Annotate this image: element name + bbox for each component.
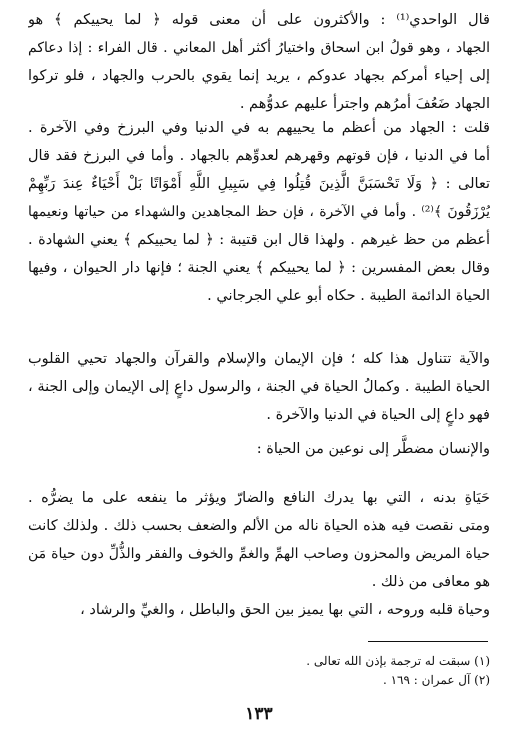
paragraph-jihad-benefits [28,114,490,310]
footnote-2: (٢) آل عمران : ١٦٩ . [382,673,490,687]
text-line: يُرْزَقُونَ ﴾⁽²⁾ . وأما في الآخرة ، فإن حظ المجاهدين والشهداء من حياتها ونعيمها [28,204,490,220]
footnote-1: (١) سبقت له ترجمة بإذن الله تعالى . [306,654,490,668]
text-line: حياة المريض والمحزون وصاحب الهمِّ والغمِّ والخوف والفقر والذُّلِّ دون حياة مَن [28,546,490,562]
text-line: أما في الدنيا ، فإن قوتهم وقهرهم لعدوِّهم بالجهاد . وأما في البرزخ فقد قال [28,148,490,164]
text-line: الجهاد ضَعُفَ أمرُهم واجترأ عليهم عدوُّهم . [239,96,490,112]
text-line: الحياة الدائمة الطيبة . حكاه أبو علي الجرجاني . [207,288,490,304]
text-line: حَيَاةِ بدنه ، التي بها يدرك النافع والضارّ ويؤثر ما ينفعه على ما يضرُّه . [28,490,490,506]
paragraph-heart-life [28,596,490,624]
text-line: فهو داعٍ إلى الحياة في الدنيا والآخرة . [266,407,490,423]
text-line: والآية تتناول هذا كله ؛ فإن الإيمان والإسلام والقرآن والجهاد تحيي القلوب [28,351,490,367]
paragraph-wahidi-quote [28,6,490,118]
page-number: ١٣٣ [245,704,273,724]
text-line: وقال بعض المفسرين : ﴿ لما يحييكم ﴾ يعني الجنة ؛ فإنها دار الحيوان ، وفيها [28,260,490,276]
paragraph-verse-scope [28,345,490,429]
text-line: الحياة الطيبة . وكمالُ الحياة في الجنة ، والرسول داعٍ إلى الإيمان وإلى الجنة ، [28,379,490,395]
quran-verse-line: تعالى : ﴿ وَلَا تَحْسَبَنَّ الَّذِينَ قُتِلُوا فِي سَبِيلِ اللَّهِ أَمْوَاتًا بَلْ أَحْيَاءٌ عِندَ رَبِّهِمْ [28,176,490,192]
text-line: وحياة قلبه وروحه ، التي بها يميز بين الحق والباطل ، والغيِّ والرشاد ، [80,602,490,618]
text-line: قال الواحدي⁽¹⁾ : والأكثرون على أن معنى قوله ﴿ لما يحييكم ﴾ هو [28,12,490,28]
paragraph-bodily-life [28,484,490,596]
text-line: الجهاد ، وهو قولُ ابن اسحاق واختيارُ أكثر أهل المعاني . قال الفراء : إذا دعاكم [28,40,490,56]
text-line: إلى إحياء أمركم بجهاد عدوكم ، يريد إنما يقوي بالحرب والجهاد ، فلو تركوا [28,68,490,84]
text-line: والإنسان مضطَّر إلى نوعين من الحياة : [256,441,490,457]
footnote-divider [368,641,488,642]
text-line: ومتى نقصت فيه هذه الحياة ناله من الألم والضعف بحسب ذلك . ولذلك كانت [28,518,490,534]
paragraph-two-lives [28,435,490,463]
text-line: أعظم من حظ غيرهم . ولهذا قال ابن قتيبة : ﴿ لما يحييكم ﴾ يعني الشهادة . [28,232,490,248]
text-line: هو معافى من ذلك . [371,574,490,590]
text-line: قلت : الجهاد من أعظم ما يحييهم به في الدنيا وفي البرزخ وفي الآخرة . [28,120,490,136]
